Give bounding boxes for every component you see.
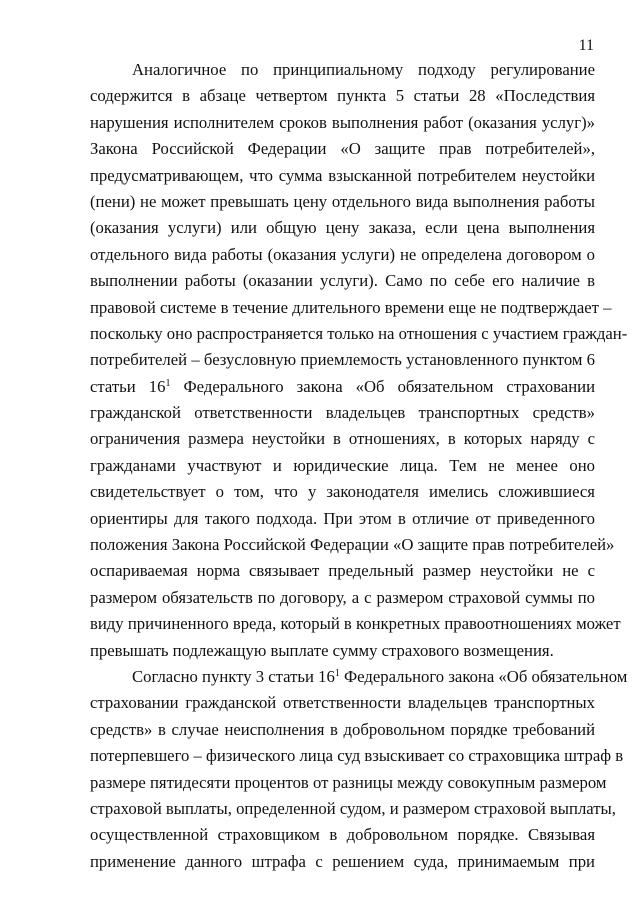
- text-line: осуществленной страховщиком в добровольном порядке. Связывая: [90, 825, 595, 845]
- text-line: (оказания услуги) или общую цену заказа, если цена выполнения: [90, 218, 595, 238]
- text-line: ограничения размера неустойки в отношениях, в которых наряду с: [90, 429, 595, 449]
- text-line: применение данного штрафа с решением суда, принимаемым при: [90, 851, 595, 871]
- text-line: правовой системе в течение длительного времени еще не подтверждает –: [90, 297, 612, 317]
- text-line: [90, 664, 628, 690]
- text-line: размером обязательств по договору, а с размером страховой суммы по: [90, 587, 595, 607]
- text-line: средств» в случае неисполнения в добровольном порядке требований: [90, 719, 595, 739]
- text-line: поскольку оно распространяется только на отношения с участием граждан-: [90, 323, 628, 343]
- body-text: [90, 57, 628, 875]
- text-line: предусматривающем, что сумма взысканной потребителем неустойки: [90, 165, 595, 185]
- text-line: положения Закона Российской Федерации «О защите прав потребителей»: [90, 535, 615, 555]
- text-line: оспариваемая норма связывает предельный размер неустойки не с: [90, 561, 595, 581]
- text-line: гражданами участвуют и юридические лица. Тем не менее оно: [90, 455, 595, 475]
- superscript: 1: [334, 667, 340, 679]
- text-line: ориентиры для такого подхода. При этом в отличие от приведенного: [90, 508, 595, 528]
- text-line: (пени) не может превышать цену отдельного вида выполнения работы: [90, 191, 595, 211]
- text-line: страховой выплаты, определенной судом, и размером страховой выплаты,: [90, 798, 616, 818]
- text-line: Аналогичное по принципиальному подходу регулирование: [132, 60, 595, 79]
- text-line: превышать подлежащую выплате сумму страхового возмещения.: [90, 640, 554, 660]
- text-line: размере пятидесяти процентов от разницы между совокупным размером: [90, 772, 607, 792]
- text-segment: Федерального закона «Об обязательном страховании: [170, 376, 595, 396]
- text-line: потерпевшего – физического лица суд взыскивает со страховщика штраф в: [90, 746, 624, 766]
- text-line: выполнении работы (оказании услуги). Само по себе его наличие в: [90, 271, 595, 291]
- superscript: 1: [165, 377, 171, 389]
- text-segment: статьи 16: [90, 376, 166, 396]
- text-segment: Федерального закона «Об обязательном: [339, 666, 628, 686]
- text-line: свидетельствует о том, что у законодателя имелись сложившиеся: [90, 482, 595, 502]
- text-line: нарушения исполнителем сроков выполнения работ (оказания услуг)»: [90, 112, 595, 132]
- text-line: потребителей – безусловную приемлемость установленного пунктом 6: [90, 350, 595, 370]
- text-line: отдельного вида работы (оказания услуги) не определена договором о: [90, 244, 595, 264]
- text-line: виду причиненного вреда, который в конкретных правоотношениях может: [90, 614, 621, 634]
- paragraph: [90, 664, 628, 875]
- page-number: 11: [578, 37, 594, 54]
- text-line: [90, 374, 595, 400]
- text-line: Закона Российской Федерации «О защите прав потребителей»,: [90, 139, 595, 159]
- paragraph: [90, 57, 628, 664]
- text-segment: Согласно пункту 3 статьи 16: [132, 666, 335, 686]
- text-line: гражданской ответственности владельцев транспортных средств»: [90, 403, 595, 423]
- text-line: страховании гражданской ответственности владельцев транспортных: [90, 693, 595, 713]
- text-line: содержится в абзаце четвертом пункта 5 статьи 28 «Последствия: [90, 86, 595, 106]
